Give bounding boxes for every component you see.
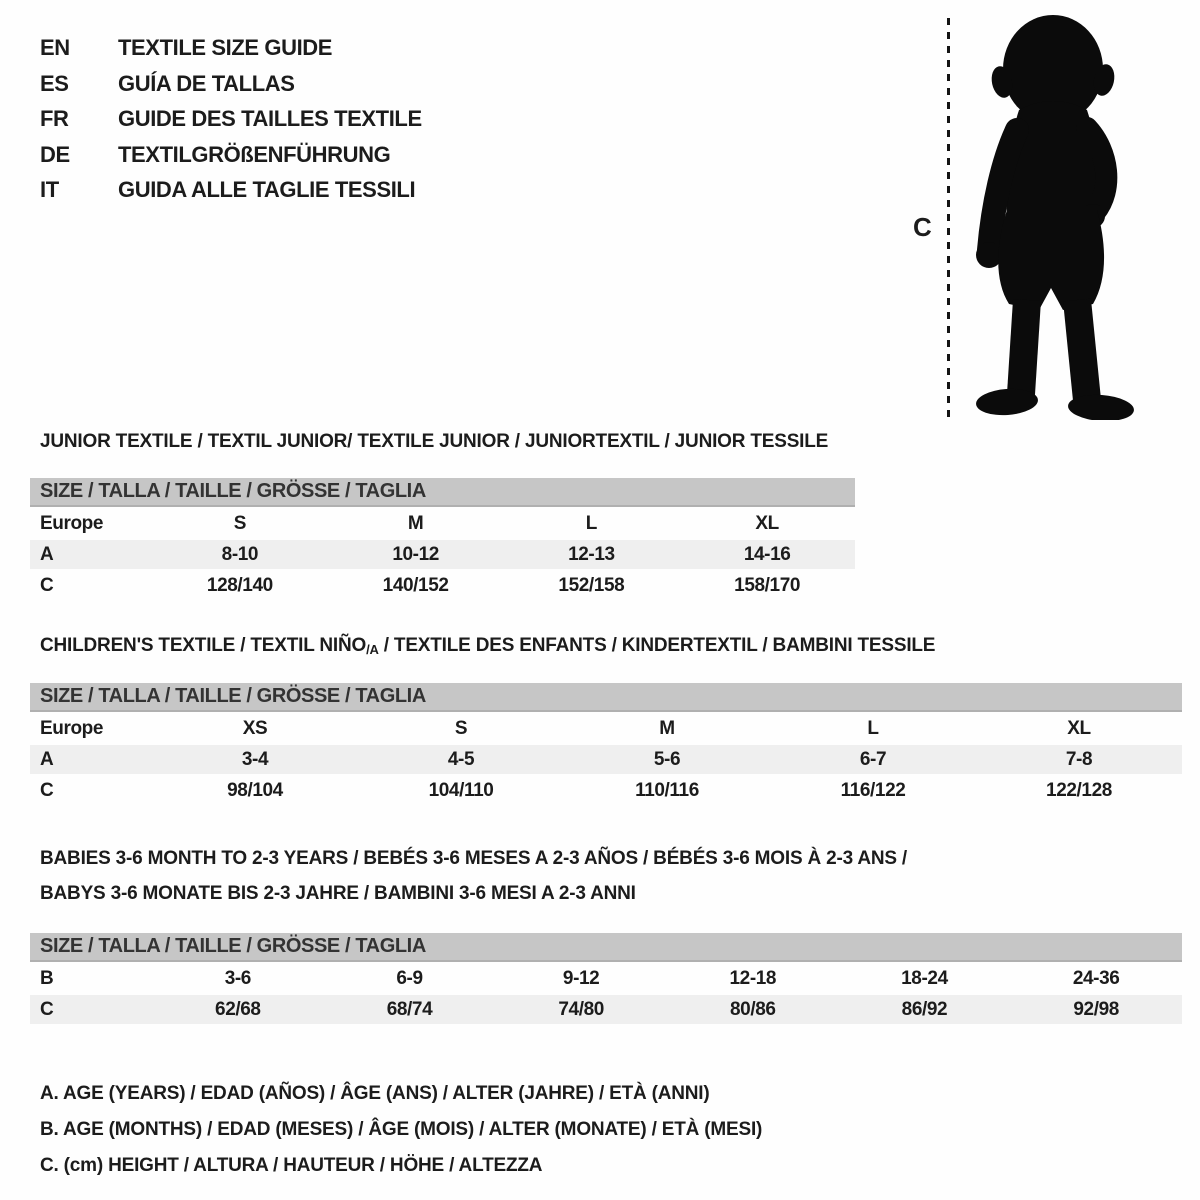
- guide-title: TEXTILE SIZE GUIDE: [118, 35, 333, 60]
- language-row: [40, 137, 422, 173]
- months-cell: 6-9: [396, 967, 423, 989]
- height-cell: 104/110: [428, 779, 494, 801]
- size-cell: L: [585, 512, 597, 534]
- table-row: [30, 776, 1182, 805]
- title-line: BABIES 3-6 MONTH TO 2-3 YEARS / BEBÉS 3-6 MESES A 2-3 AÑOS / BÉBÉS 3-6 MOIS À 2-3 ANS /: [40, 848, 908, 869]
- age-cell: 6-7: [770, 745, 976, 774]
- height-cell: 62/68: [152, 995, 324, 1024]
- age-cell: 12-13: [504, 540, 680, 569]
- title-text: CHILDREN'S TEXTILE / TEXTIL NIÑO: [40, 635, 367, 656]
- row-label: C: [40, 779, 54, 801]
- language-title-list: [40, 30, 422, 208]
- age-cell: 3-4: [152, 745, 358, 774]
- children-table: [30, 712, 1182, 807]
- size-cell: XS: [242, 717, 268, 739]
- height-cell: 152/158: [558, 574, 625, 596]
- height-cell: 98/104: [227, 779, 283, 801]
- language-row: [40, 66, 422, 102]
- months-cell: 12-18: [729, 967, 777, 989]
- babies-table: [30, 962, 1182, 1026]
- height-measure-label: C: [913, 212, 932, 242]
- legend-line-c: C. (cm) HEIGHT / ALTURA / HAUTEUR / HÖHE / ALTEZZA: [40, 1155, 543, 1176]
- children-size-table: [30, 683, 1182, 807]
- height-cell: 122/128: [1046, 779, 1112, 801]
- junior-table: [30, 507, 855, 602]
- babies-section-title: [30, 841, 1182, 911]
- baby-silhouette-icon: [963, 12, 1138, 420]
- language-code: EN: [40, 35, 70, 60]
- header-section: [0, 0, 1200, 432]
- height-cell: 92/98: [1010, 995, 1182, 1024]
- age-cell: 8-10: [152, 540, 328, 569]
- legend-line-b: B. AGE (MONTHS) / EDAD (MESES) / ÂGE (MOIS) / ALTER (MONATE) / ETÀ (MESI): [40, 1119, 763, 1140]
- table-row: [30, 540, 855, 569]
- size-header-bar: SIZE / TALLA / TAILLE / GRÖSSE / TAGLIA: [30, 933, 1182, 962]
- language-code: FR: [40, 106, 69, 131]
- table-row: [30, 995, 1182, 1024]
- size-cell: XL: [755, 512, 779, 534]
- size-cell: S: [454, 717, 468, 739]
- months-cell: 3-6: [224, 967, 251, 989]
- size-cell: S: [233, 512, 247, 534]
- height-cell: 68/74: [324, 995, 496, 1024]
- children-section-title: [40, 636, 1182, 657]
- size-cell: M: [407, 512, 424, 534]
- height-measure-dashed-line: [947, 18, 950, 418]
- title-subscript: /A: [366, 642, 379, 657]
- size-cell: XL: [1067, 717, 1091, 739]
- legend-line-a: A. AGE (YEARS) / EDAD (AÑOS) / ÂGE (ANS) / ALTER (JAHRE) / ETÀ (ANNI): [40, 1083, 710, 1104]
- row-label: C: [30, 995, 152, 1024]
- title-text: / TEXTILE DES ENFANTS / KINDERTEXTIL / BAMBINI TESSILE: [378, 635, 936, 656]
- language-code: DE: [40, 141, 70, 167]
- babies-size-table: [30, 933, 1182, 1026]
- height-cell: 110/116: [635, 779, 699, 801]
- size-header-bar: SIZE / TALLA / TAILLE / GRÖSSE / TAGLIA: [30, 478, 855, 507]
- title-line: BABYS 3-6 MONATE BIS 2-3 JAHRE / BAMBINI 3-6 MESI A 2-3 ANNI: [40, 883, 636, 904]
- size-tables-section: [30, 432, 1182, 1184]
- age-cell: 7-8: [976, 745, 1182, 774]
- language-row: [40, 30, 422, 66]
- row-label: Europe: [40, 512, 104, 534]
- size-cell: L: [867, 717, 879, 739]
- guide-title: GUIDA ALLE TAGLIE TESSILI: [118, 177, 416, 202]
- row-label: A: [30, 540, 152, 569]
- row-label: C: [40, 574, 54, 596]
- height-cell: 80/86: [667, 995, 839, 1024]
- size-cell: M: [659, 717, 675, 739]
- age-cell: 5-6: [564, 745, 770, 774]
- guide-title: GUIDE DES TAILLES TEXTILE: [118, 106, 422, 131]
- height-cell: 128/140: [206, 574, 273, 596]
- table-row: [30, 964, 1182, 993]
- months-cell: 24-36: [1072, 967, 1120, 989]
- months-cell: 18-24: [901, 967, 948, 989]
- height-cell: 74/80: [495, 995, 667, 1024]
- age-cell: 14-16: [679, 540, 855, 569]
- height-cell: 116/122: [840, 779, 906, 801]
- age-cell: 10-12: [328, 540, 504, 569]
- row-label: B: [40, 967, 54, 989]
- table-row: [30, 714, 1182, 743]
- language-code: IT: [40, 177, 59, 202]
- row-label: A: [30, 745, 152, 774]
- junior-size-table: [30, 478, 855, 602]
- guide-title: GUÍA DE TALLAS: [118, 70, 295, 96]
- language-code: ES: [40, 70, 69, 96]
- height-cell: 86/92: [839, 995, 1011, 1024]
- language-row: [40, 101, 422, 137]
- language-row: [40, 172, 422, 208]
- guide-title: TEXTILGRÖßENFÜHRUNG: [118, 141, 391, 167]
- table-row: [30, 745, 1182, 774]
- height-cell: 158/170: [734, 574, 801, 596]
- table-row: [30, 571, 855, 600]
- row-label: Europe: [40, 717, 104, 739]
- junior-section-title: JUNIOR TEXTILE / TEXTIL JUNIOR/ TEXTILE JUNIOR / JUNIORTEXTIL / JUNIOR TESSILE: [40, 431, 829, 452]
- months-cell: 9-12: [562, 967, 600, 989]
- legend: [30, 1076, 1182, 1184]
- table-row: [30, 509, 855, 538]
- height-cell: 140/152: [382, 574, 449, 596]
- age-cell: 4-5: [358, 745, 564, 774]
- size-header-bar: SIZE / TALLA / TAILLE / GRÖSSE / TAGLIA: [30, 683, 1182, 712]
